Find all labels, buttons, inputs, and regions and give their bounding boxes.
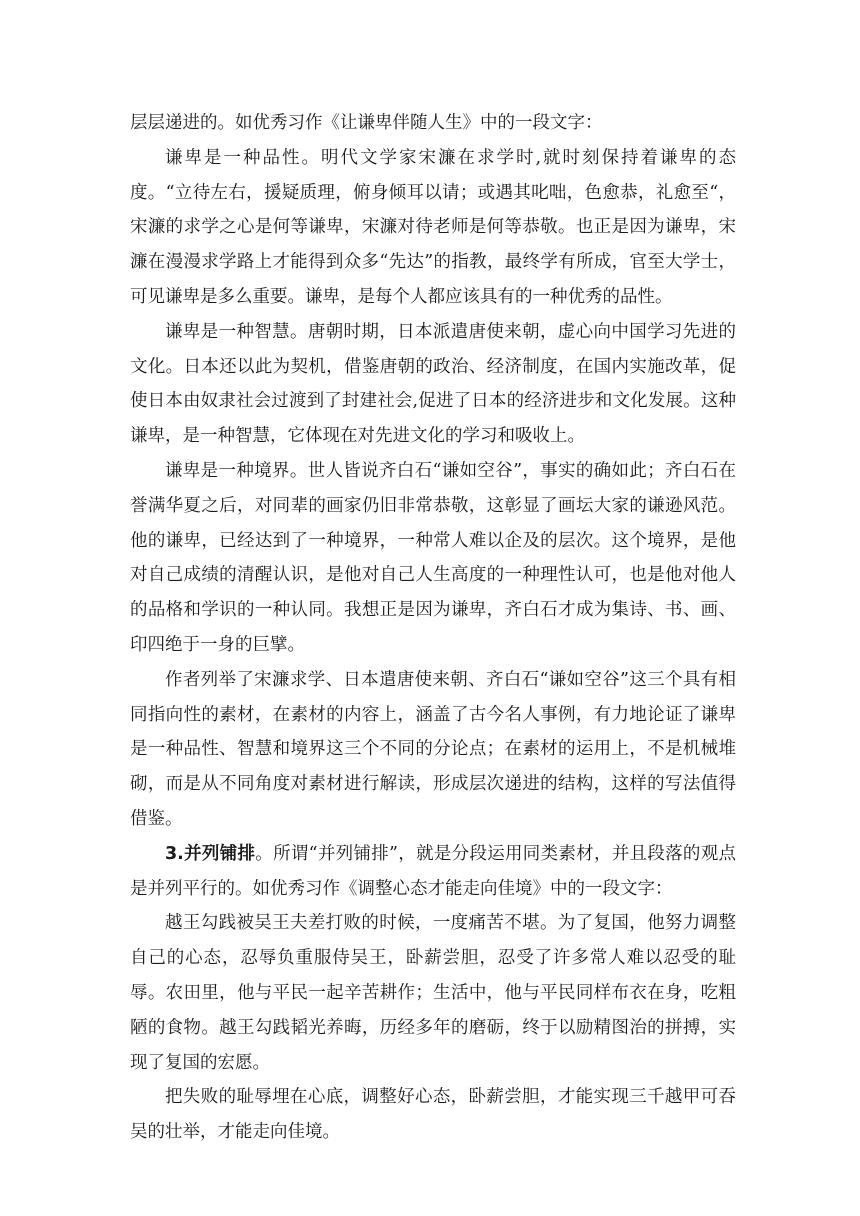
section-heading-text: 。所谓“并列铺排”，就是分段运用同类素材，并且段落的观点是并列平行的。如优秀习作《调整心态才能走向佳境》中的一段文字： xyxy=(130,843,736,899)
paragraph-humility-realm: 谦卑是一种境界。世人皆说齐白石“谦如空谷”，事实的确如此；齐白石在誉满华夏之后，对同辈的画家仍旧非常恭敬，这彰显了画坛大家的谦逊风范。他的谦卑，已经达到了一种境界，一种常人难以企及的层次。这个境界，是他对自己成绩的清醒认识，是他对自己人生高度的一种理性认可，也是他对他人的品格和学识的一种认同。我想正是因为谦卑，齐白石才成为集诗、书、画、印四绝于一身的巨擘。 xyxy=(130,460,736,655)
paragraph-conclusion: 把失败的耻辱埋在心底，调整好心态，卧薪尝胆，才能实现三千越甲可吞吴的壮举，才能走向佳境。 xyxy=(130,1087,736,1143)
paragraph-commentary: 作者列举了宋濂求学、日本遣唐使来朝、齐白石“谦如空谷”这三个具有相同指向性的素材，在素材的内容上，涵盖了古今名人事例，有力地论证了谦卑是一种品性、智慧和境界这三个不同的分论点；在素材的运用上，不是机械堆砌，而是从不同角度对素材进行解读，形成层次递进的结构，这样的写法值得借鉴。 xyxy=(130,669,736,829)
paragraph-humility-character: 谦卑是一种品性。明代文学家宋濂在求学时,就时刻保持着谦卑的态度。“立待左右，援疑质理，俯身倾耳以请；或遇其叱咄，色愈恭，礼愈至“，宋濂的求学之心是何等谦卑，宋濂对待老师是何等恭敬。也正是因为谦卑，宋濂在漫漫求学路上才能得到众多“先达”的指教，最终学有所成，官至大学士，可见谦卑是多么重要。谦卑，是每个人都应该具有的一种优秀的品性。 xyxy=(130,147,736,307)
paragraph-goujian-story: 越王勾践被吴王夫差打败的时候，一度痛苦不堪。为了复国，他努力调整自己的心态，忍辱负重服侍吴王，卧薪尝胆，忍受了许多常人难以忍受的耻辱。农田里，他与平民一起辛苦耕作；生活中，他与平民同样布衣在身，吃粗陋的食物。越王勾践韬光养晦，历经多年的磨砺，终于以励精图治的拼搏，实现了复国的宏愿。 xyxy=(130,913,736,1073)
paragraph-humility-wisdom: 谦卑是一种智慧。唐朝时期，日本派遣唐使来朝，虚心向中国学习先进的文化。日本还以此为契机，借鉴唐朝的政治、经济制度，在国内实施改革，促使日本由奴隶社会过渡到了封建社会,促进了日本的经济进步和文化发展。这种谦卑，是一种智慧，它体现在对先进文化的学习和吸收上。 xyxy=(130,321,736,447)
document-body xyxy=(130,106,736,1150)
paragraph-parallel-method xyxy=(130,837,736,907)
paragraph-intro: 层层递进的。如优秀习作《让谦卑伴随人生》中的一段文字： xyxy=(130,113,603,133)
section-heading: 3.并列铺排 xyxy=(165,843,256,864)
